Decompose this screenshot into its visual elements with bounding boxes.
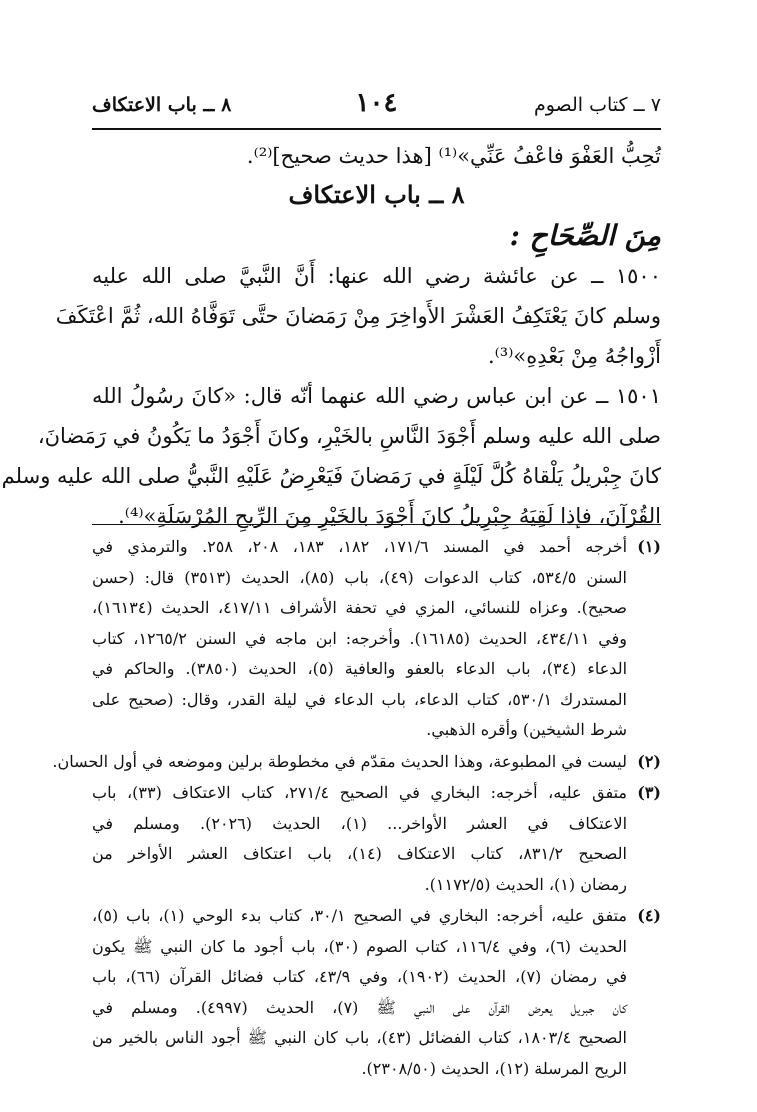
- footnote-1: [92, 532, 661, 746]
- header-chapter-title: ٨ ــ باب الاعتكاف: [92, 94, 232, 116]
- footnote-line: الصحيح ١٨٠٣/٤، كتاب الفضائل (٤٣)، باب كان النبي ﷺ أجود الناس بالخير من: [92, 1028, 627, 1047]
- footnote-body: [92, 901, 627, 1084]
- header-book-title: ٧ ــ كتاب الصوم: [533, 94, 661, 116]
- main-text: [1, 136, 661, 536]
- footnote-line: متفق عليه، أخرجه: البخاري في الصحيح ٣٠/١، كتاب بدء الوحي (١)، باب (٥)،: [92, 906, 627, 925]
- chapter-title: ٨ ــ باب الاعتكاف: [288, 180, 465, 209]
- footnote-4: [92, 901, 661, 1084]
- hadith-line: ١٥٠٠ ــ عن عائشة رضي الله عنها: أَنَّ النَّبيَّ صلى الله عليه: [92, 264, 661, 288]
- footnote-line: الريح المرسلة (١٢)، الحديث (٢٣٠٨/٥٠).: [361, 1058, 627, 1078]
- hadith-line: صلى الله عليه وسلم أَجْوَدَ النَّاسِ بالخَيْرِ، وكانَ أَجْوَدُ ما يَكُونُ في رَمَضانَ،: [37, 424, 661, 448]
- footnote-line: كان جبريل يعرض القرآن على النبي ﷺ (٧)، الحديث (٤٩٩٧). ومسلم في: [92, 997, 628, 1017]
- footnote-line: أخرجه أحمد في المسند ١٧١/٦، ١٨٢، ١٨٣، ٢٠٨، ٢٥٨. والترمذي في: [92, 537, 628, 556]
- footnote-number: (١): [637, 537, 661, 556]
- hadith-line: ١٥٠١ ــ عن ابن عباس رضي الله عنهما أنّه قال: «كانَ رسُولُ الله: [92, 384, 661, 408]
- footnote-line: الصحيح ٨٣١/٢، كتاب الاعتكاف (١٤)، باب اعتكاف العشر الأواخر من: [92, 844, 628, 863]
- footnote-line: الحديث (٦)، وفي ١١٦/٤، كتاب الصوم (٣٠)، باب أجود ما كان النبي ﷺ يكون: [92, 936, 627, 956]
- footnote-2: [52, 747, 661, 778]
- footnote-number: (٤): [637, 906, 661, 925]
- footnote-line: رمضان (١)، الحديث (١١٧٢/٥).: [424, 874, 627, 894]
- footnote-number: (٢): [637, 751, 661, 771]
- footnote-line: شرط الشيخين) وأقره الذهبي.: [426, 720, 627, 739]
- hadith-line: القُرْآنَ، فإذا لَقِيَهُ جِبْرِيلُ كانَ أَجْوَدَ بالخَيْرِ مِنَ الرِّيحِ المُرْسَلَةِ»⁽⁴⁾.: [118, 504, 661, 528]
- footnote-divider: [92, 524, 661, 525]
- hadith-1500: [55, 256, 661, 376]
- hadith-1501: [1, 376, 661, 536]
- footnote-body: [92, 532, 627, 746]
- hadith-line: كانَ جِبْريلُ يَلْقاهُ كُلَّ لَيْلَةٍ في رَمَضانَ فَيَعْرِضُ عَلَيْهِ النَّبيُّ صلى الله عليه وسلم: [1, 464, 661, 488]
- footnote-line: الدعاء (٣٤)، باب الدعاء بالعفو والعافية (٥)، الحديث (٣٨٥٠). والحاكم في: [92, 659, 628, 678]
- footnotes: [52, 532, 661, 1085]
- hadith-line: أَزْواجُهُ مِنْ بَعْدِهِ»⁽³⁾.: [487, 344, 661, 368]
- running-header: [92, 88, 661, 124]
- header-divider: [92, 128, 661, 130]
- footnote-line: متفق عليه، أخرجه: البخاري في الصحيح ٢٧١/٤، كتاب الاعتكاف (٣٣)، باب: [92, 783, 627, 802]
- footnote-line: المستدرك ٥٣٠/١، كتاب الدعاء، باب الدعاء في ليلة القدر، وقال: (صحيح على: [92, 689, 627, 709]
- footnote-line: صحيح). وعزاه للنسائي، المزي في تحفة الأشراف ٤١٧/١١، الحديث (١٦١٣٤)،: [92, 598, 627, 617]
- page-number: ١٠٤: [355, 88, 398, 118]
- continuation-line: تُحِبُّ العَفْوَ فاعْفُ عَنِّي»⁽¹⁾ [هذا حديث صحيح]⁽²⁾.: [246, 144, 661, 168]
- footnote-body: [52, 747, 627, 778]
- footnote-3: [92, 778, 661, 900]
- footnote-line: وفي ٤٣٤/١١، الحديث (١٦١٨٥). وأخرجه: ابن ماجه في السنن ١٢٦٥/٢، كتاب: [92, 628, 628, 648]
- hadith-line: وسلم كانَ يَعْتَكِفُ العَشْرَ الأَواخِرَ مِنْ رَمَضانَ حتَّى تَوَفَّاهُ الله، ثُمَّ اعْتَكَفَ: [55, 304, 661, 328]
- footnote-body: [92, 778, 627, 900]
- footnote-line: الاعتكاف في العشر الأواخر... (١)، الحديث (٢٠٢٦). ومسلم في: [92, 813, 628, 833]
- footnote-number: (٣): [637, 783, 661, 802]
- footnote-line: السنن ٥٣٤/٥، كتاب الدعوات (٤٩)، باب (٨٥)، الحديث (٣٥١٣) قال: (حسن: [92, 567, 628, 587]
- section-label: مِنَ الصِّحَاحِ :: [509, 219, 661, 252]
- footnote-line: في رمضان (٧)، الحديث (١٩٠٢)، وفي ٤٣/٩، كتاب فضائل القرآن (٦٦)، باب: [92, 967, 627, 986]
- footnote-line: ليست في المطبوعة، وهذا الحديث مقدّم في مخطوطة برلين وموضعه في أول الحسان.: [52, 751, 627, 771]
